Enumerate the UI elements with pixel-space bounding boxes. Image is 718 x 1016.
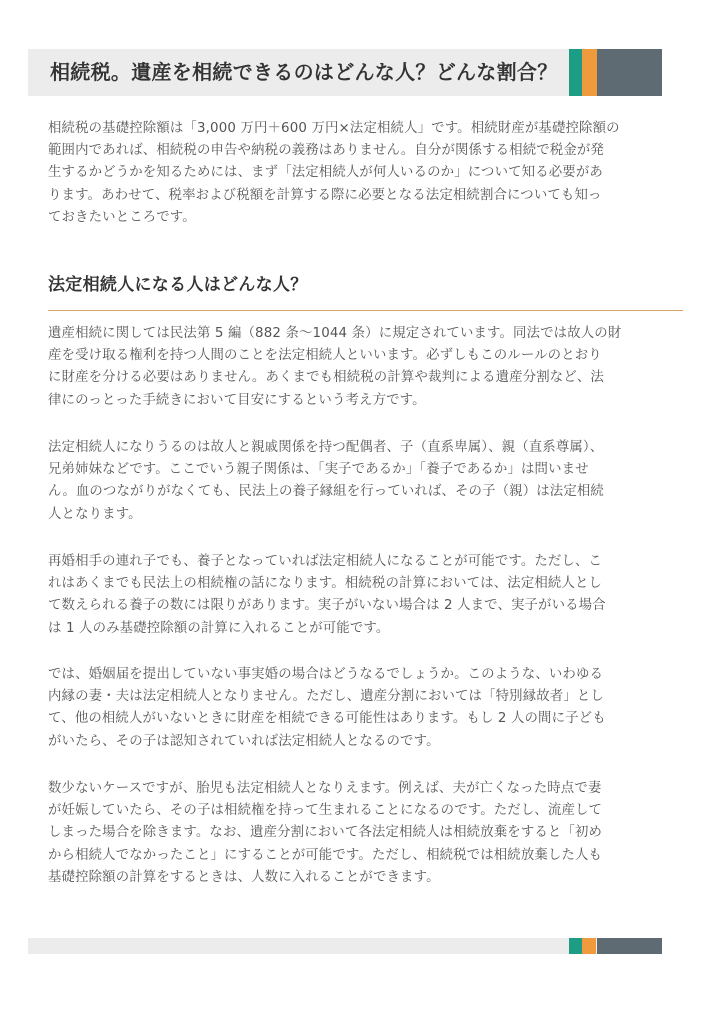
paragraph-line: は 1 人のみ基礎控除額の計算に入れることが可能です。 [48,620,390,636]
paragraph-line: 再婚相手の連れ子でも、養子となっていれば法定相続人になることが可能です。ただし、こ [48,554,603,569]
body-paragraph [48,551,678,640]
footer-accent-orange [582,938,596,954]
intro-line: ります。あわせて、税率および税額を計算する際に必要となる法定相続割合についても知っ [48,187,602,203]
paragraph-line: から相続人でなかったこと」にすることが可能です。ただし、相続税では相続放棄した人も [48,847,603,863]
section-heading: 法定相続人になる人はどんな人？ [48,275,308,295]
paragraph-line: 基礎控除額の計算をするときは、人数に入れることができます。 [48,869,440,885]
paragraph-line: れはあくまでも民法上の相続権の話になります。相続税の計算においては、法定相続人とし [48,576,603,592]
paragraph-line: では、婚姻届を提出していない事実婚の場合はどうなるでしょうか。このような、いわゆる [48,667,604,682]
paragraph-line: がいたら、その子は認知されていれば法定相続人となるのです。 [48,733,440,749]
title-accent-orange [582,49,597,96]
paragraph-line: て、他の相続人がいないときに財産を相続できる可能性はあります。もし 2 人の間に子ども [48,711,606,727]
paragraph-line: 法定相続人になりうるのは故人と親戚関係を持つ配偶者、子（直系卑属）、親（直系尊属）、 [48,440,604,455]
paragraph-line: 人となります。 [48,506,142,522]
paragraph-line: 律にのっとった手続きにおいて目安にするという考え方です。 [48,392,426,408]
body-paragraph [48,778,678,889]
page-title: 相続税。遺産を相続できるのはどんな人？どんな割合？ [50,60,558,84]
paragraph-line: 兄弟姉妹などです。ここでいう親子関係は、「実子であるか」「養子であるか」は問いませ [48,462,589,478]
footer-accent-teal [569,938,582,954]
paragraph-line: 内縁の妻・夫は法定相続人となりません。ただし、遺産分割においては「特別縁故者」とし [48,689,604,705]
intro-line: 相続税の基礎控除額は「3,000 万円＋600 万円×法定相続人」です。相続財産が基礎控除額の [48,121,620,136]
title-bar [28,49,662,96]
section-divider [48,310,683,311]
footer-accent-gray [597,938,662,954]
paragraph-line: 数少ないケースですが、胎児も法定相続人となりえます。例えば、夫が亡くなった時点で妻 [48,781,602,796]
intro-line: 範囲内であれば、相続税の申告や納税の義務はありません。自分が関係する相続で税金が発 [48,143,604,159]
paragraph-line: て数えられる養子の数には限りがあります。実子がいない場合は 2 人まで、実子がいる場合 [48,598,606,614]
footer-bar [28,938,662,954]
intro-paragraph [48,118,678,229]
paragraph-line: ん。血のつながりがなくても、民法上の養子縁組を行っていれば、その子（親）は法定相続 [48,484,604,500]
body-paragraph [48,437,678,526]
paragraph-line: 産を受け取る権利を持つ人間のことを法定相続人といいます。必ずしもこのルールのとおり [48,348,602,364]
body-paragraph [48,323,678,412]
intro-line: ておきたいところです。 [48,209,196,225]
paragraph-line: しまった場合を除きます。なお、遺産分割において各法定相続人は相続放棄をすると「初め [48,825,603,841]
title-accent-gray [597,49,662,96]
paragraph-line: 遺産相続に関しては民法第 5 編（882 条～1044 条）に規定されています。同法では故人の財 [48,326,622,341]
paragraph-line: が妊娠していたら、その子は相続権を持って生まれることになるのです。ただし、流産して [48,803,603,819]
body-paragraph [48,664,678,753]
intro-line: 生するかどうかを知るためには、まず「法定相続人が何人いるのか」について知る必要があ [48,165,603,181]
title-accent-teal [569,49,582,96]
paragraph-line: に財産を分ける必要はありません。あくまでも相続税の計算や裁判による遺産分割など、法 [48,370,604,386]
